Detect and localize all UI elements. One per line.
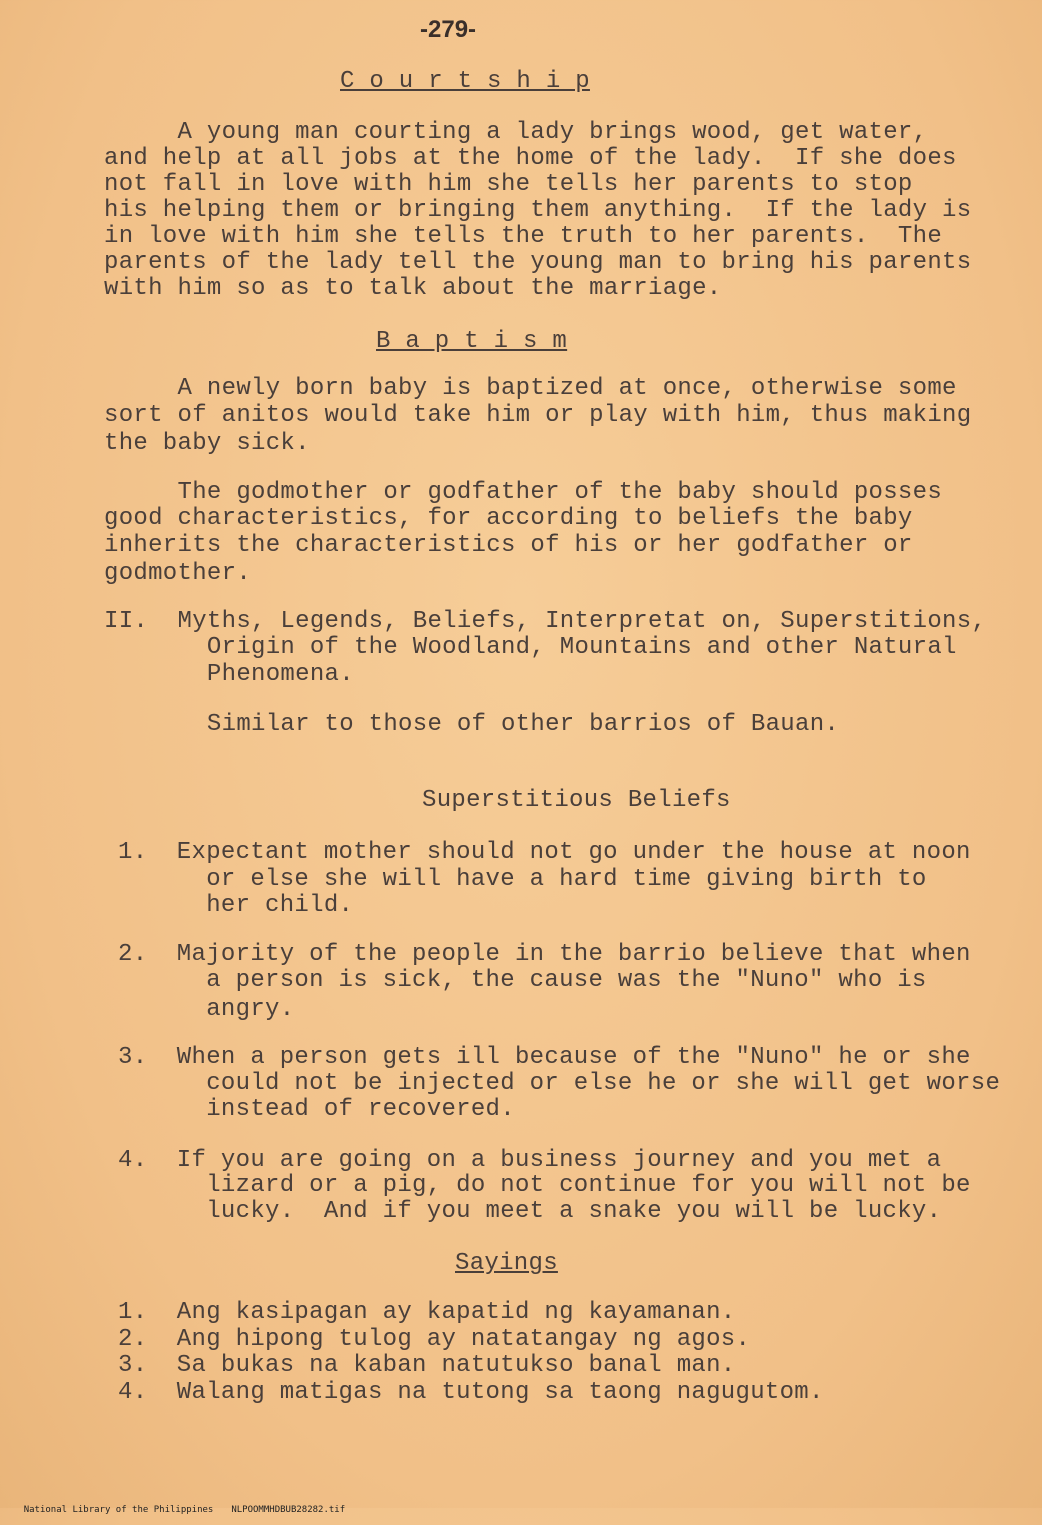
section-ii-note: Similar to those of other barrios of Bauan. [104,711,840,738]
text-line: and help at all jobs at the home of the lady. If she does [104,145,957,172]
text-line: The godmother or godfather of the baby should posses [104,479,943,506]
text-line: her child. [118,892,354,919]
text-line: in love with him she tells the truth to her parents. The [104,223,943,250]
page-number: -279- [420,16,477,43]
text-line: A newly born baby is baptized at once, otherwise some [104,375,957,402]
library-credit: National Library of the Philippines [23,1505,214,1515]
text-line: parents of the lady tell the young man to bring his parents [104,249,972,276]
text-line: Origin of the Woodland, Mountains and other Natural [104,634,957,661]
sayings-heading: Sayings [455,1250,558,1277]
text-line: II. Myths, Legends, Beliefs, Interpretat on, Superstitions, [104,608,987,635]
superstitious-beliefs-heading: Superstitious Beliefs [422,787,731,814]
text-line: his helping them or bringing them anything. If the lady is [104,197,972,224]
text-line: could not be injected or else he or she will get worse [118,1070,1001,1097]
text-line: inherits the characteristics of his or her godfather or [104,532,913,559]
text-line: a person is sick, the cause was the "Nuno" who is [118,967,927,994]
text-line: not fall in love with him she tells her parents to stop [104,171,913,198]
list-item: 4. Walang matigas na tutong sa taong nagugutom. [118,1379,824,1406]
text-line: lizard or a pig, do not continue for you will not be [118,1172,971,1199]
text-line: instead of recovered. [118,1096,515,1123]
text-line: angry. [118,996,295,1023]
text-line: lucky. And if you meet a snake you will be lucky. [118,1198,942,1225]
list-item: 1. Ang kasipagan ay kapatid ng kayamanan. [118,1299,736,1326]
scan-footer [2,1495,363,1525]
text-line: sort of anitos would take him or play with him, thus making [104,402,972,429]
courtship-heading: C o u r t s h i p [340,68,590,95]
text-line: with him so as to talk about the marriage. [104,275,722,302]
text-line: 2. Majority of the people in the barrio believe that when [118,941,971,968]
list-item: 2. Ang hipong tulog ay natatangay ng agos. [118,1326,751,1353]
text-line: 1. Expectant mother should not go under the house at noon [118,839,971,866]
text-line: A young man courting a lady brings wood, get water, [104,119,928,146]
text-line: or else she will have a hard time giving birth to [118,866,927,893]
text-line: Phenomena. [104,661,354,688]
list-item: 3. Sa bukas na kaban natutukso banal man. [118,1352,736,1379]
text-line: 3. When a person gets ill because of the "Nuno" he or she [118,1044,971,1071]
text-line: 4. If you are going on a business journey and you met a [118,1147,942,1174]
text-line: good characteristics, for according to beliefs the baby [104,505,913,532]
file-name: NLPOOMMHDBUB28282.tif [231,1505,346,1515]
baptism-heading: B a p t i s m [376,328,568,355]
text-line: the baby sick. [104,430,310,457]
text-line: godmother. [104,560,252,587]
